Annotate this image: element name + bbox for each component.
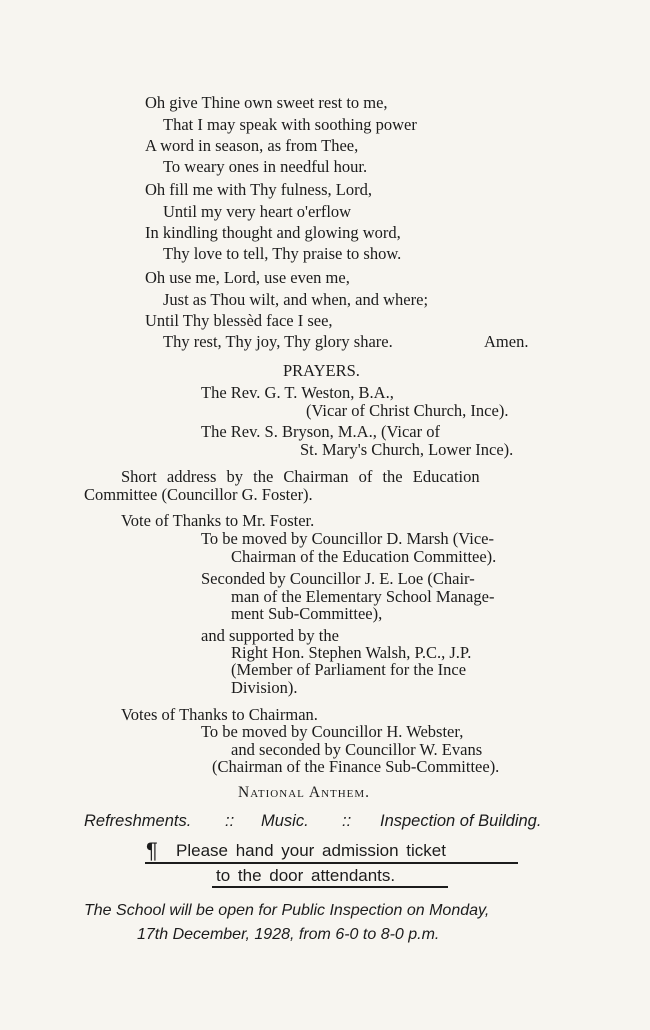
vote-line: Division).: [231, 678, 298, 697]
hymn-line: A word in season, as from Thee,: [145, 136, 359, 155]
vote-line: To be moved by Councillor D. Marsh (Vice-: [201, 529, 494, 548]
vote-heading: Votes of Thanks to Chairman.: [121, 705, 318, 724]
prayers-line: St. Mary's Church, Lower Ince).: [300, 440, 514, 459]
amen: Amen.: [484, 332, 529, 351]
separator: ::: [342, 812, 352, 830]
vote-line: ment Sub-Committee),: [231, 604, 383, 623]
address-text: Short address by the Chairman of the Education: [121, 467, 480, 486]
separator: ::: [225, 812, 235, 830]
hymn-line: Oh fill me with Thy fulness, Lord,: [145, 180, 373, 199]
hymn-line: Thy rest, Thy joy, Thy glory share.: [163, 332, 393, 351]
prayers-line: The Rev. G. T. Weston, B.A.,: [201, 383, 394, 402]
hymn-line: In kindling thought and glowing word,: [145, 223, 401, 242]
hymn-line: Until Thy blessèd face I see,: [145, 311, 333, 330]
vote-line: Chairman of the Education Committee).: [231, 547, 497, 566]
notice-rule: [212, 886, 448, 888]
hymn-line: That I may speak with soothing power: [163, 115, 417, 134]
address-line: [121, 467, 579, 487]
vote-line: and supported by the: [201, 626, 339, 645]
prayers-heading: PRAYERS.: [283, 361, 360, 380]
footer-line: 17th December, 1928, from 6-0 to 8-0 p.m.: [137, 926, 440, 943]
vote-line: To be moved by Councillor H. Webster,: [201, 722, 464, 741]
hymn-line: To weary ones in needful hour.: [163, 157, 368, 176]
vote-line: Right Hon. Stephen Walsh, P.C., J.P.: [231, 643, 472, 662]
notice-line: to the door attendants.: [216, 866, 396, 885]
pilcrow-icon: ¶: [146, 838, 158, 863]
hymn-line: Thy love to tell, Thy praise to show.: [163, 244, 402, 263]
vote-line: and seconded by Councillor W. Evans: [231, 740, 483, 759]
vote-line: (Chairman of the Finance Sub-Committee).: [212, 757, 500, 776]
hymn-line: Until my very heart o'erflow: [163, 202, 352, 221]
national-anthem: National Anthem.: [238, 784, 371, 801]
hymn-line: Oh give Thine own sweet rest to me,: [145, 93, 388, 112]
vote-heading: Vote of Thanks to Mr. Foster.: [121, 511, 315, 530]
address-line: Committee (Councillor G. Foster).: [84, 485, 313, 504]
inspection-item: Inspection of Building.: [380, 812, 542, 830]
prayers-line: (Vicar of Christ Church, Ince).: [306, 401, 509, 420]
hymn-line: Just as Thou wilt, and when, and where;: [163, 290, 429, 309]
notice-rule: [145, 862, 518, 864]
vote-line: man of the Elementary School Manage-: [231, 587, 495, 606]
music-item: Music.: [261, 812, 309, 830]
vote-line: (Member of Parliament for the Ince: [231, 660, 467, 679]
hymn-line: Oh use me, Lord, use even me,: [145, 268, 350, 287]
notice-line: Please hand your admission ticket: [176, 841, 446, 860]
prayers-line: The Rev. S. Bryson, M.A., (Vicar of: [201, 422, 440, 441]
vote-line: Seconded by Councillor J. E. Loe (Chair-: [201, 569, 475, 588]
refreshments-item: Refreshments.: [84, 812, 192, 830]
footer-line: The School will be open for Public Inspection on Monday,: [84, 902, 490, 919]
